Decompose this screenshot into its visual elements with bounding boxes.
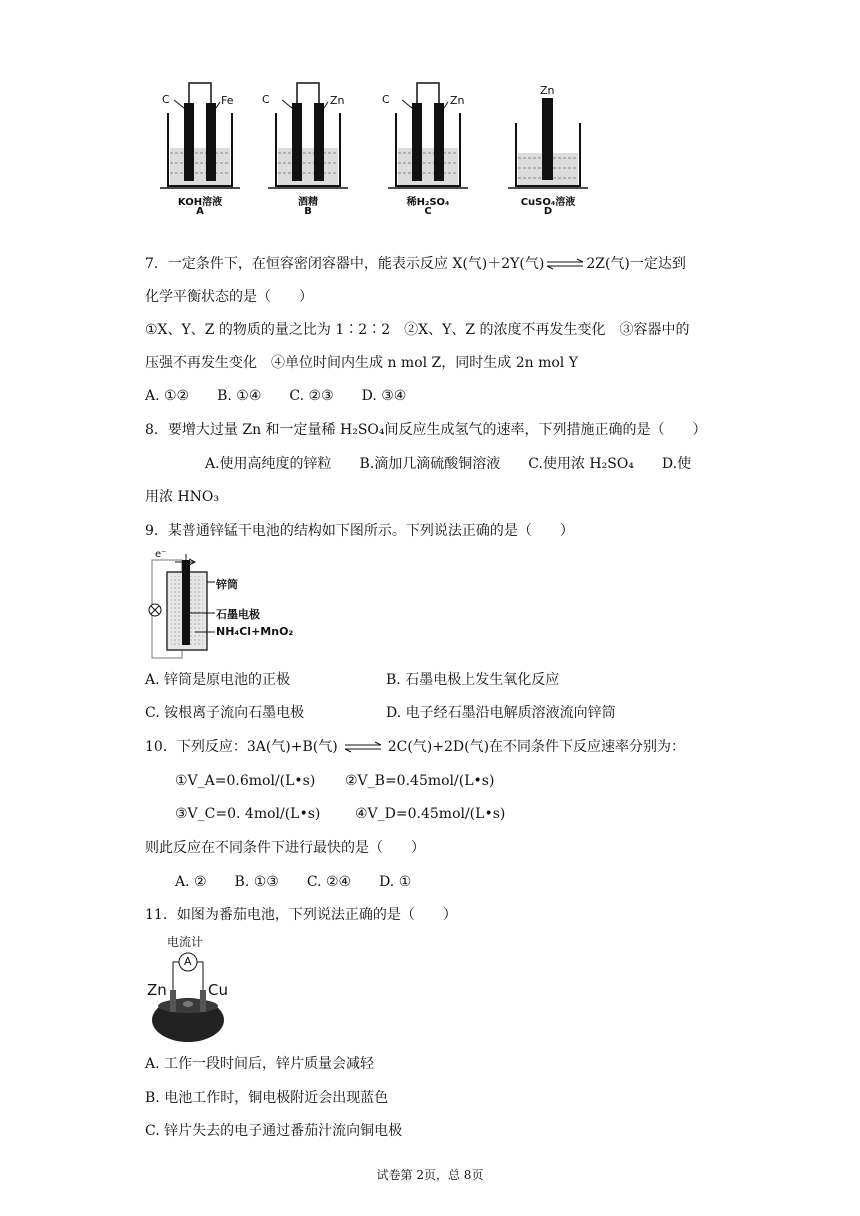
q8-line3: 用浓 HNO₃ — [145, 489, 219, 505]
q11-meter-label: 电流计 — [167, 935, 204, 949]
beaker-d-top-label: Zn — [540, 84, 555, 97]
beaker-a-letter: A — [196, 206, 204, 217]
q10-rate-4: ④V_D=0.45mol/(L•s) — [355, 806, 506, 822]
q7-line3: ①X、Y、Z 的物质的量之比为 1∶2∶2 ②X、Y、Z 的浓度不再发生变化 ③容器中的 — [145, 322, 690, 338]
q7-line1 — [145, 254, 686, 274]
q10-rate-2: ②V_B=0.45mol/(L•s) — [345, 773, 495, 789]
q9-option-a: A. 锌筒是原电池的正极 — [145, 672, 291, 688]
q9-option-c: C. 铵根离子流向石墨电极 — [145, 705, 305, 721]
beaker-c-left-label: C — [382, 93, 390, 106]
beaker-a-right-label: Fe — [221, 94, 234, 107]
beaker-c-letter: C — [424, 206, 432, 217]
q11-cu-label: Cu — [208, 981, 228, 999]
q11-ammeter-symbol: A — [184, 955, 192, 968]
q9-option-b: B. 石墨电极上发生氧化反应 — [386, 672, 560, 688]
q7-stem-part1: 7．一定条件下，在恒容密闭容器中，能表示反应 X(气)＋2Y(气) — [145, 256, 545, 272]
beaker-b-solution: 酒精 — [298, 197, 318, 208]
q10-line4: 则此反应在不同条件下进行最快的是（ ） — [145, 840, 425, 856]
beaker-c-right-label: Zn — [450, 94, 465, 107]
q11-option-a: A. 工作一段时间后，锌片质量会减轻 — [145, 1056, 375, 1072]
q10-options: A. ② B. ①③ C. ②④ D. ① — [175, 874, 412, 890]
q9-graphite-label: 石墨电极 — [216, 608, 260, 621]
q11-zn-label: Zn — [147, 981, 167, 999]
beaker-d-solution: CuSO₄溶液 — [520, 197, 576, 208]
q10-rate-3: ③V_C=0. 4mol/(L•s) — [175, 806, 321, 822]
beaker-b-left-label: C — [262, 93, 270, 106]
dry-cell-diagram — [145, 550, 285, 660]
beaker-a-solution: KOH溶液 — [177, 197, 223, 208]
q8-line1: 8．要增大过量 Zn 和一定量稀 H₂SO₄间反应生成氢气的速率，下列措施正确的是（ ） — [145, 422, 707, 438]
beaker-b-right-label: Zn — [330, 94, 345, 107]
q9-electron-label: e⁻ — [155, 549, 167, 560]
q10-rate-1: ①V_A=0.6mol/(L•s) — [175, 773, 316, 789]
q11-option-c: C. 锌片失去的电子通过番茄汁流向铜电极 — [145, 1123, 403, 1139]
page-footer: 试卷第 2页，总 8页 — [376, 1168, 484, 1182]
q11-stem: 11．如图为番茄电池，下列说法正确的是（ ） — [145, 907, 457, 923]
q9-zinc-can-label: 锌筒 — [216, 578, 238, 591]
q11-option-b: B. 电池工作时，铜电极附近会出现蓝色 — [145, 1090, 389, 1106]
q7-options: A. ①② B. ①④ C. ②③ D. ③④ — [145, 388, 407, 404]
q10-stem-part2: 2C(气)+2D(气)在不同条件下反应速率分别为： — [387, 739, 686, 755]
q9-electrolyte-label: NH₄Cl+MnO₂ — [216, 625, 294, 638]
q7-line4: 压强不再发生变化 ④单位时间内生成 n mol Z，同时生成 2n mol Y — [145, 355, 578, 371]
q9-stem: 9．某普通锌锰干电池的结构如下图所示。下列说法正确的是（ ） — [145, 523, 574, 539]
q9-option-d: D. 电子经石墨沿电解质溶液流向锌筒 — [386, 705, 616, 721]
q7-line2: 化学平衡状态的是（ ） — [145, 289, 313, 305]
q7-stem-part2: 2Z(气)一定达到 — [586, 256, 686, 272]
equilibrium-arrow-icon — [546, 259, 584, 269]
equilibrium-arrow-icon — [344, 742, 382, 752]
q10-stem-part1: 10．下列反应：3A(气)+B(气) — [145, 739, 338, 755]
beaker-b-letter: B — [304, 206, 312, 217]
beaker-d-letter: D — [543, 206, 553, 217]
beaker-a-left-label: C — [162, 93, 170, 106]
beaker-c-solution: 稀H₂SO₄ — [406, 197, 450, 208]
q8-line2: A.使用高纯度的锌粒 B.滴加几滴硫酸铜溶液 C.使用浓 H₂SO₄ D.使 — [205, 456, 692, 472]
q10-line1 — [145, 737, 685, 757]
